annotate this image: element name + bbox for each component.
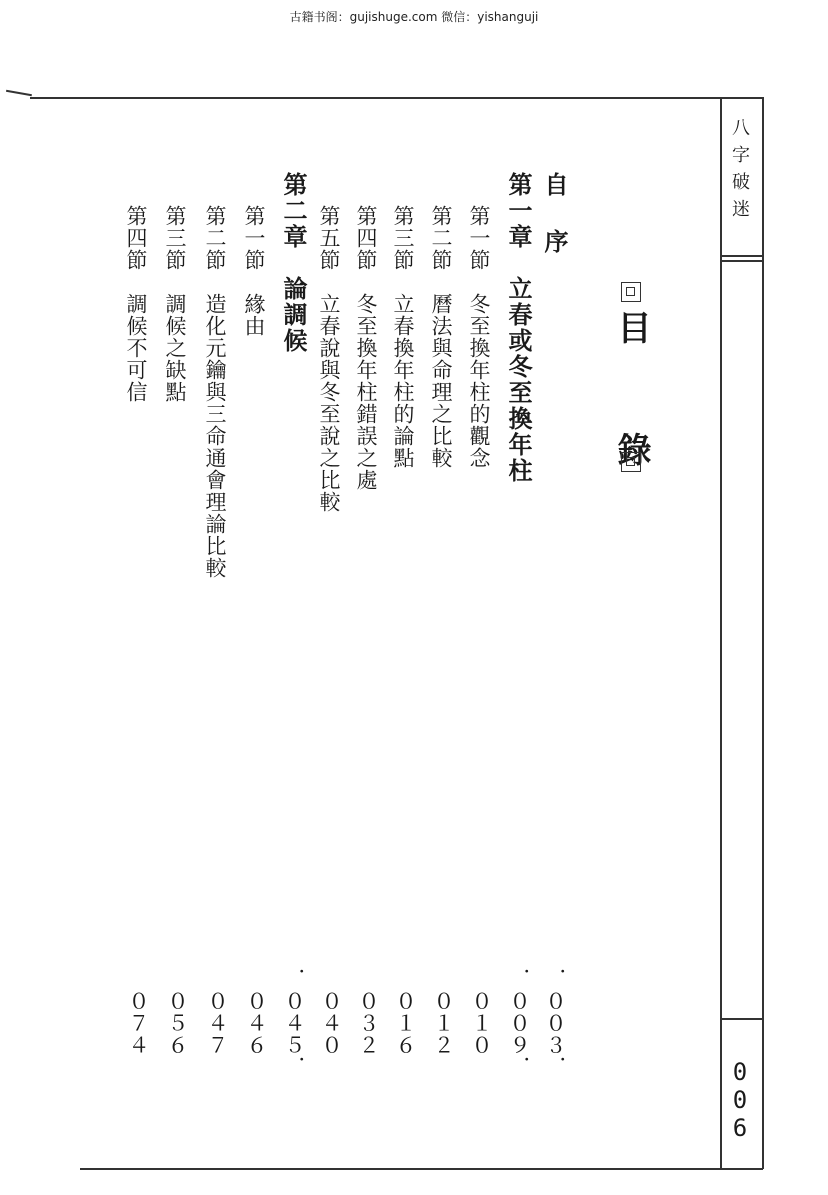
toc-entry-page: ０１６ [393, 990, 417, 1056]
toc-entry-label: 自 序 [540, 172, 569, 255]
side-tab-left-line [720, 97, 722, 1169]
side-tab-page-number: 006 [726, 1058, 754, 1142]
side-tab-divider-top-2 [720, 260, 763, 262]
title-ornament-bottom [621, 452, 641, 472]
toc-entry-label: 第一節 緣由 [242, 205, 266, 337]
side-tab-book-title: 八字破迷 [729, 118, 750, 226]
toc-entry-label: 第一章 立春或冬至換年柱 [504, 172, 533, 484]
toc-entry-label: 第三節 調候之缺點 [163, 205, 187, 403]
toc-entry-page: ０７４ [126, 990, 150, 1056]
toc-entry-label: 第四節 調候不可信 [124, 205, 148, 403]
toc-entry-label: 第二節 曆法與命理之比較 [429, 205, 453, 469]
toc-entry-page: ０３２ [356, 990, 380, 1056]
watermark: 古籍书阁：gujishuge.com 微信：yishanguji [289, 10, 539, 24]
toc-entry-label: 第五節 立春說與冬至說之比較 [317, 205, 341, 513]
toc-entry-label: 第二章 論調候 [279, 172, 308, 354]
top-border-line [30, 97, 763, 99]
toc-entry-page: ０４６ [244, 990, 268, 1056]
title-ornament-top [621, 282, 641, 302]
corner-mark [6, 90, 32, 96]
toc-entry-page: ０１０ [469, 990, 493, 1056]
side-tab-right-line [762, 97, 764, 1169]
toc-entry-label: 第四節 冬至換年柱錯誤之處 [354, 205, 378, 491]
toc-entry-page: ０４７ [205, 990, 229, 1056]
toc-title: 目 錄 [611, 310, 651, 490]
bottom-border-line [80, 1168, 763, 1170]
toc-entry-label: 第一節 冬至換年柱的觀念 [467, 205, 491, 469]
toc-entry-page: ．００３． [543, 968, 567, 1078]
toc-entry-label: 第二節 造化元鑰與三命通會理論比較 [203, 205, 227, 579]
side-tab-divider-top [720, 255, 763, 257]
toc-entry-page: ０１２ [431, 990, 455, 1056]
toc-entry-label: 第三節 立春換年柱的論點 [391, 205, 415, 469]
side-tab-divider-bottom [720, 1018, 763, 1020]
toc-entry-page: ０４０ [319, 990, 343, 1056]
toc-entry-page: ．００９． [507, 968, 531, 1078]
toc-entry-page: ．０４５． [282, 968, 306, 1078]
toc-entry-page: ０５６ [165, 990, 189, 1056]
